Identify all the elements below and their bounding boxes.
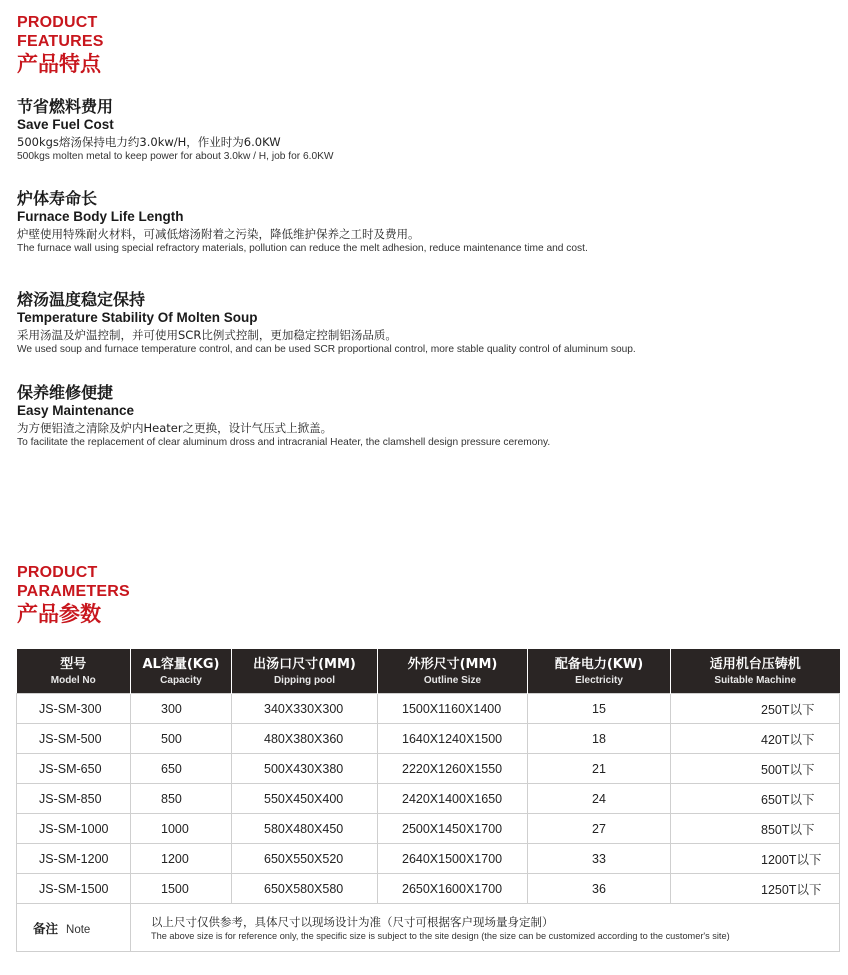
features-heading-en-line1: PRODUCT bbox=[17, 14, 98, 31]
cell-dipping-pool: 340X330X300 bbox=[232, 694, 378, 724]
feature-desc-cn: 为方便铝渣之清除及炉内Heater之更换，设计气压式上掀盖。 bbox=[17, 421, 333, 435]
note-text-en: The above size is for reference only, the specific size is subject to the site design (the size can be customized according to the customer's site) bbox=[151, 930, 730, 941]
cell-suitable-machine: 850T以下 bbox=[671, 814, 840, 844]
note-label-en: Note bbox=[66, 923, 91, 936]
cell-outline-size: 1640X1240X1500 bbox=[378, 724, 528, 754]
cell-capacity: 1200 bbox=[131, 844, 232, 874]
note-text bbox=[131, 904, 840, 952]
cell-suitable-machine: 1200T以下 bbox=[671, 844, 840, 874]
feature-title-cn: 炉体寿命长 bbox=[17, 189, 98, 208]
cell-model: JS-SM-1500 bbox=[17, 874, 131, 904]
column-header-outline-size: 外形尺寸(MM) Outline Size bbox=[378, 649, 528, 694]
parameters-table bbox=[16, 649, 840, 952]
cell-electricity: 24 bbox=[528, 784, 671, 814]
feature-save-fuel bbox=[17, 97, 837, 163]
table-row bbox=[17, 754, 840, 784]
features-heading bbox=[17, 13, 104, 78]
features-heading-cn: 产品特点 bbox=[17, 53, 101, 76]
feature-desc-en: The furnace wall using special refractory materials, pollution can reduce the melt adhesion, reduce maintenance time and cost. bbox=[17, 243, 588, 254]
column-header-capacity: AL容量(KG) Capacity bbox=[131, 649, 232, 694]
cell-outline-size: 2640X1500X1700 bbox=[378, 844, 528, 874]
cell-dipping-pool: 650X550X520 bbox=[232, 844, 378, 874]
cell-electricity: 36 bbox=[528, 874, 671, 904]
column-header-electricity: 配备电力(KW) Electricity bbox=[528, 649, 671, 694]
cell-capacity: 1000 bbox=[131, 814, 232, 844]
table-row bbox=[17, 724, 840, 754]
column-header-dipping-pool: 出汤口尺寸(MM) Dipping pool bbox=[232, 649, 378, 694]
cell-outline-size: 1500X1160X1400 bbox=[378, 694, 528, 724]
cell-capacity: 650 bbox=[131, 754, 232, 784]
parameters-heading-en-line2: PARAMETERS bbox=[17, 583, 130, 600]
cell-model: JS-SM-500 bbox=[17, 724, 131, 754]
cell-model: JS-SM-1200 bbox=[17, 844, 131, 874]
column-header-suitable-machine: 适用机台压铸机 Suitable Machine bbox=[671, 649, 840, 694]
note-label-cn: 备注 bbox=[33, 920, 59, 936]
cell-suitable-machine: 650T以下 bbox=[671, 784, 840, 814]
cell-outline-size: 2500X1450X1700 bbox=[378, 814, 528, 844]
feature-title-cn: 保养维修便捷 bbox=[17, 383, 114, 402]
cell-outline-size: 2420X1400X1650 bbox=[378, 784, 528, 814]
feature-title-cn: 节省燃料费用 bbox=[17, 97, 114, 116]
feature-desc-en: 500kgs molten metal to keep power for about 3.0kw / H, job for 6.0KW bbox=[17, 151, 334, 162]
cell-model: JS-SM-850 bbox=[17, 784, 131, 814]
parameters-heading-cn: 产品参数 bbox=[17, 603, 101, 626]
feature-desc-cn: 500kgs熔汤保持电力约3.0kw/H，作业时为6.0KW bbox=[17, 135, 281, 149]
cell-suitable-machine: 420T以下 bbox=[671, 724, 840, 754]
cell-capacity: 850 bbox=[131, 784, 232, 814]
cell-dipping-pool: 650X580X580 bbox=[232, 874, 378, 904]
cell-model: JS-SM-1000 bbox=[17, 814, 131, 844]
note-label bbox=[17, 904, 131, 952]
column-header-model: 型号 Model No bbox=[17, 649, 131, 694]
feature-title-en: Save Fuel Cost bbox=[17, 117, 114, 132]
table-row bbox=[17, 874, 840, 904]
cell-suitable-machine: 1250T以下 bbox=[671, 874, 840, 904]
table-row bbox=[17, 844, 840, 874]
note-text-cn: 以上尺寸仅供参考，具体尺寸以现场设计为准（尺寸可根据客户现场量身定制） bbox=[151, 914, 554, 929]
cell-model: JS-SM-650 bbox=[17, 754, 131, 784]
cell-suitable-machine: 250T以下 bbox=[671, 694, 840, 724]
feature-title-en: Temperature Stability Of Molten Soup bbox=[17, 310, 258, 325]
table-header-row bbox=[17, 649, 840, 694]
cell-electricity: 18 bbox=[528, 724, 671, 754]
parameters-heading-en-line1: PRODUCT bbox=[17, 564, 98, 581]
feature-desc-cn: 炉壁使用特殊耐火材料，可减低熔汤附着之污染，降低维护保养之工时及费用。 bbox=[17, 227, 420, 241]
table-row bbox=[17, 784, 840, 814]
cell-dipping-pool: 500X430X380 bbox=[232, 754, 378, 784]
feature-furnace-life bbox=[17, 189, 837, 255]
cell-electricity: 27 bbox=[528, 814, 671, 844]
cell-suitable-machine: 500T以下 bbox=[671, 754, 840, 784]
feature-temperature-stability bbox=[17, 290, 837, 356]
cell-electricity: 33 bbox=[528, 844, 671, 874]
parameters-heading bbox=[17, 563, 130, 628]
cell-outline-size: 2650X1600X1700 bbox=[378, 874, 528, 904]
feature-title-en: Easy Maintenance bbox=[17, 403, 135, 418]
table-row bbox=[17, 814, 840, 844]
features-heading-en-line2: FEATURES bbox=[17, 33, 104, 50]
feature-title-en: Furnace Body Life Length bbox=[17, 209, 184, 224]
cell-electricity: 15 bbox=[528, 694, 671, 724]
feature-title-cn: 熔汤温度稳定保持 bbox=[17, 290, 146, 309]
cell-outline-size: 2220X1260X1550 bbox=[378, 754, 528, 784]
cell-model: JS-SM-300 bbox=[17, 694, 131, 724]
cell-capacity: 500 bbox=[131, 724, 232, 754]
cell-dipping-pool: 580X480X450 bbox=[232, 814, 378, 844]
cell-dipping-pool: 550X450X400 bbox=[232, 784, 378, 814]
table-row bbox=[17, 694, 840, 724]
cell-capacity: 300 bbox=[131, 694, 232, 724]
cell-electricity: 21 bbox=[528, 754, 671, 784]
feature-desc-cn: 采用汤温及炉温控制，并可使用SCR比例式控制，更加稳定控制铝汤品质。 bbox=[17, 328, 397, 342]
table-note-row bbox=[17, 904, 840, 952]
cell-capacity: 1500 bbox=[131, 874, 232, 904]
feature-easy-maintenance bbox=[17, 383, 837, 449]
feature-desc-en: We used soup and furnace temperature control, and can be used SCR proportional control, more stable quality control of aluminum soup. bbox=[17, 344, 636, 355]
feature-desc-en: To facilitate the replacement of clear aluminum dross and intracranial Heater, the clamshell design pressure ceremony. bbox=[17, 437, 551, 448]
cell-dipping-pool: 480X380X360 bbox=[232, 724, 378, 754]
